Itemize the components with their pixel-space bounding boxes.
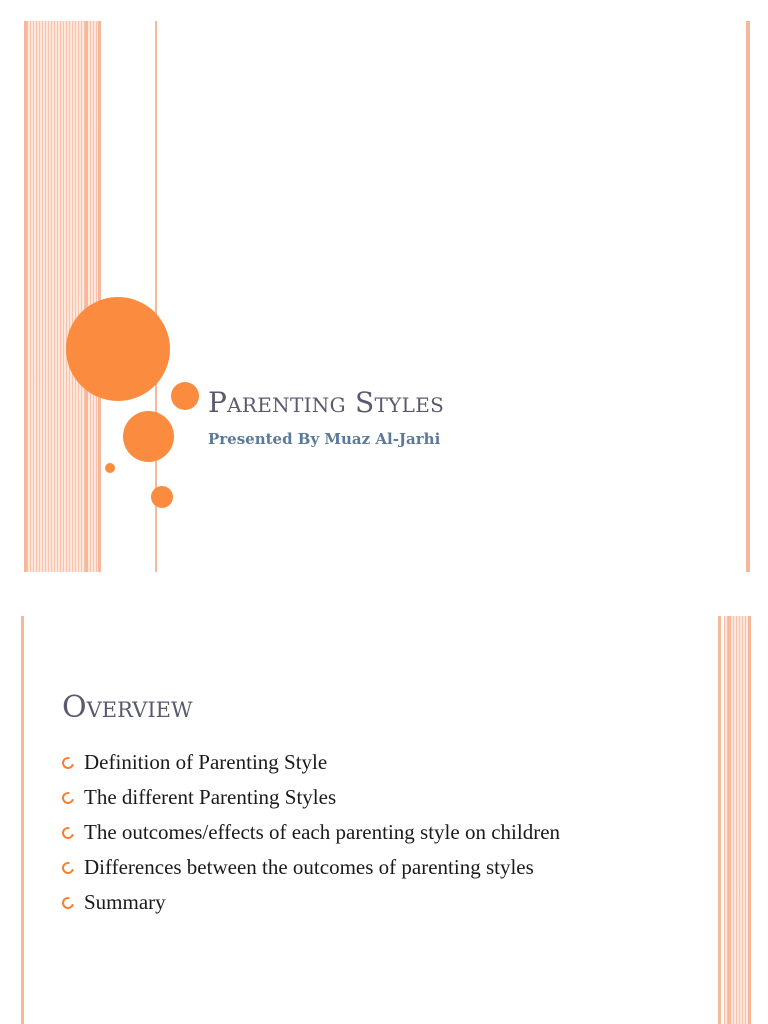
decorative-line <box>21 616 24 1024</box>
decorative-stripes <box>24 21 100 572</box>
decorative-line <box>728 616 731 1024</box>
circle-bullet-icon <box>60 825 76 841</box>
list-item: Summary <box>62 888 662 917</box>
decorative-line <box>24 21 27 572</box>
list-item: The outcomes/effects of each parenting style on children <box>62 818 662 847</box>
circle-bullet-icon <box>60 790 76 806</box>
large-circle-shape <box>66 297 170 401</box>
decorative-line <box>718 616 721 1024</box>
decorative-line <box>746 21 750 572</box>
decorative-line <box>748 616 751 1024</box>
circle-bullet-icon <box>60 755 76 771</box>
circle-bullet-icon <box>60 860 76 876</box>
slide-title: Parenting Styles <box>208 386 445 419</box>
small-circle-shape <box>171 382 199 410</box>
overview-slide <box>0 614 768 1024</box>
tiny-circle-shape <box>105 463 115 473</box>
slide-title: Overview <box>62 690 193 725</box>
list-item: Definition of Parenting Style <box>62 748 662 777</box>
circle-bullet-icon <box>60 895 76 911</box>
medium-circle-shape <box>123 411 174 462</box>
decorative-line <box>85 21 88 572</box>
small-circle-shape <box>151 486 173 508</box>
decorative-line <box>98 21 101 572</box>
bullet-list <box>62 748 662 923</box>
list-item: Differences between the outcomes of parenting styles <box>62 853 662 882</box>
list-item: The different Parenting Styles <box>62 783 662 812</box>
slide-subtitle: Presented By Muaz Al-Jarhi <box>208 430 441 448</box>
